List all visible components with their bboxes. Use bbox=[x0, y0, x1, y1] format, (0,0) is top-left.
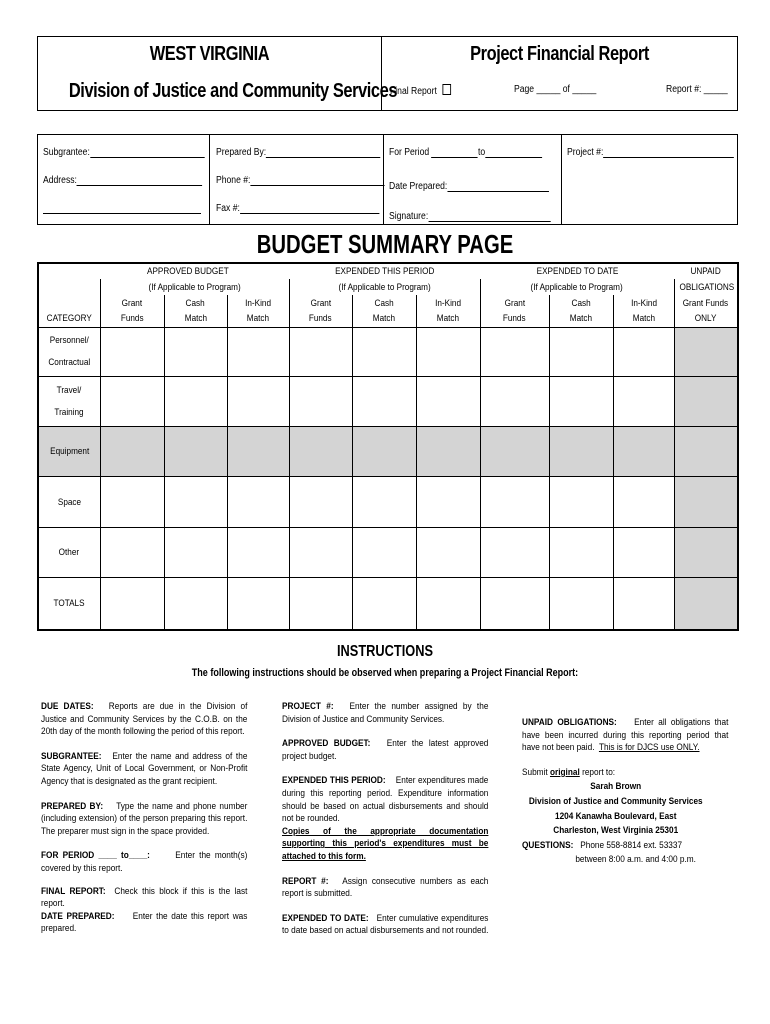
cell[interactable] bbox=[480, 528, 549, 578]
final-report-checkbox[interactable] bbox=[443, 84, 452, 95]
col-cash-3: Cash bbox=[571, 297, 591, 309]
page-of-label: Page _____ of _____ bbox=[514, 84, 597, 95]
questions-instr: QUESTIONS: Phone 558-8814 ext. 53337 bbox=[522, 839, 683, 851]
cell[interactable] bbox=[613, 528, 674, 578]
cell[interactable] bbox=[227, 578, 289, 630]
row-label-travel: Travel/ Training bbox=[54, 384, 84, 418]
cell[interactable] bbox=[549, 528, 613, 578]
cell[interactable] bbox=[416, 376, 480, 426]
expended-date-header: EXPENDED TO DATE bbox=[536, 266, 618, 278]
unpaid-header-2: OBLIGATIONS bbox=[679, 281, 734, 293]
prepared-by-instr: PREPARED BY: Type the name and phone number (including extension) of the person preparing this report. The preparer must sign in the space provided. bbox=[41, 800, 248, 837]
cell[interactable] bbox=[289, 578, 352, 630]
col-match-6: Match bbox=[632, 313, 655, 325]
col-grant-3: Grant bbox=[504, 297, 525, 309]
unpaid-header-4: ONLY bbox=[694, 313, 717, 325]
approved-budget-instr: APPROVED BUDGET: Enter the latest approved project budget. bbox=[282, 738, 489, 762]
cell[interactable] bbox=[289, 327, 352, 376]
row-totals bbox=[38, 578, 738, 630]
cell[interactable] bbox=[352, 578, 416, 630]
col-inkind-1: In-Kind bbox=[245, 297, 271, 309]
report-number-label: Report #: _____ bbox=[666, 84, 728, 95]
cell[interactable] bbox=[227, 477, 289, 528]
cell[interactable] bbox=[100, 376, 164, 426]
cell[interactable] bbox=[164, 528, 227, 578]
subgrantee-instr: SUBGRANTEE: Enter the name and address of the State Agency, Unit of Local Government, or Non-Profit Agency that is designated as the grant recipient. bbox=[41, 750, 248, 787]
signature-field[interactable]: Signature: bbox=[389, 211, 550, 222]
cell[interactable] bbox=[164, 376, 227, 426]
final-report-label: Final Report bbox=[390, 84, 451, 97]
cell-shaded bbox=[674, 376, 738, 426]
cell[interactable] bbox=[100, 528, 164, 578]
if-applicable-3: (If Applicable to Program) bbox=[530, 281, 624, 293]
fax-field[interactable]: Fax #: bbox=[216, 203, 379, 214]
col-grant-1: Grant bbox=[121, 297, 143, 309]
col-grant-2: Grant bbox=[310, 297, 331, 309]
cell[interactable] bbox=[352, 376, 416, 426]
col-match-2: Match bbox=[246, 313, 270, 325]
cell[interactable] bbox=[480, 477, 549, 528]
cell[interactable] bbox=[164, 578, 227, 630]
cell[interactable] bbox=[289, 376, 352, 426]
row-label-totals: TOTALS bbox=[53, 598, 85, 610]
col-funds-1: Funds bbox=[120, 313, 144, 325]
cell[interactable] bbox=[549, 376, 613, 426]
cell[interactable] bbox=[613, 578, 674, 630]
questions-hours: between 8:00 a.m. and 4:00 p.m. bbox=[575, 854, 696, 866]
cell[interactable] bbox=[549, 477, 613, 528]
cell[interactable] bbox=[289, 528, 352, 578]
cell[interactable] bbox=[352, 477, 416, 528]
col-match-1: Match bbox=[184, 313, 207, 325]
cell-shaded bbox=[674, 578, 738, 630]
due-dates-instr: DUE DATES: Reports are due in the Division of Justice and Community Services by the C.O.B. on the 20th day of the month following the period of this report. bbox=[41, 701, 248, 738]
for-period-field[interactable]: For Period to bbox=[389, 147, 542, 158]
address-line-2[interactable] bbox=[43, 213, 201, 214]
row-label-other: Other bbox=[59, 547, 80, 559]
cell-shaded bbox=[674, 528, 738, 578]
row-space bbox=[38, 477, 738, 528]
cell[interactable] bbox=[480, 578, 549, 630]
cell[interactable] bbox=[416, 528, 480, 578]
address-street: 1204 Kanawha Boulevard, East bbox=[554, 810, 677, 822]
budget-summary-title: BUDGET SUMMARY PAGE bbox=[256, 229, 514, 259]
submit-instr: Submit original report to: bbox=[522, 766, 616, 778]
instructions-col-3 bbox=[522, 717, 728, 867]
date-prepared-field[interactable]: Date Prepared: bbox=[389, 181, 549, 192]
project-number-field[interactable]: Project #: bbox=[567, 147, 734, 158]
cell[interactable] bbox=[289, 477, 352, 528]
cell[interactable] bbox=[227, 528, 289, 578]
instructions-subtitle: The following instructions should be observed when preparing a Project Financial Report: bbox=[191, 667, 579, 679]
col-funds-2: Funds bbox=[309, 313, 332, 325]
cell[interactable] bbox=[164, 327, 227, 376]
expended-period-instr: EXPENDED THIS PERIOD: Enter expenditures made during this reporting period. Expenditure information should be based on actual disbursements and should not be rounded. Copies of the appropriate documentation supporting this period's expenditures must be attached to this form. bbox=[282, 775, 489, 862]
info-box bbox=[37, 134, 738, 225]
cell[interactable] bbox=[480, 376, 549, 426]
row-other bbox=[38, 528, 738, 578]
col-match-5: Match bbox=[569, 313, 593, 325]
cell[interactable] bbox=[100, 327, 164, 376]
address-field[interactable]: Address: bbox=[43, 175, 203, 186]
row-personnel bbox=[38, 327, 738, 376]
address-block bbox=[522, 781, 709, 837]
col-cash-1: Cash bbox=[185, 297, 206, 309]
cell[interactable] bbox=[549, 578, 613, 630]
state-title: WEST VIRGINIA bbox=[149, 43, 270, 65]
report-number-instr: REPORT #: Assign consecutive numbers as each report is submitted. bbox=[282, 875, 489, 900]
cell[interactable] bbox=[613, 477, 674, 528]
cell[interactable] bbox=[227, 376, 289, 426]
instructions-col-2 bbox=[282, 701, 488, 950]
col-match-4: Match bbox=[436, 313, 460, 325]
row-travel bbox=[38, 376, 738, 426]
cell[interactable] bbox=[352, 327, 416, 376]
project-instr: PROJECT #: Enter the number assigned by the Division of Justice and Community Services. bbox=[282, 701, 489, 725]
cell[interactable] bbox=[613, 376, 674, 426]
row-label-equipment: Equipment bbox=[49, 445, 89, 457]
if-applicable-2: (If Applicable to Program) bbox=[338, 281, 431, 293]
col-cash-2: Cash bbox=[374, 297, 394, 309]
instructions-title: INSTRUCTIONS bbox=[337, 643, 433, 660]
address-city: Charleston, West Virginia 25301 bbox=[553, 825, 679, 837]
address-org: Division of Justice and Community Services bbox=[528, 795, 703, 807]
approved-budget-header: APPROVED BUDGET bbox=[146, 266, 229, 278]
if-applicable-1: (If Applicable to Program) bbox=[148, 281, 241, 293]
category-header: CATEGORY bbox=[46, 313, 92, 325]
col-inkind-2: In-Kind bbox=[435, 297, 461, 309]
unpaid-header-3: Grant Funds bbox=[683, 297, 729, 309]
col-match-3: Match bbox=[372, 313, 396, 325]
cell-shaded bbox=[674, 327, 738, 376]
cell[interactable] bbox=[416, 477, 480, 528]
budget-table bbox=[37, 262, 739, 631]
prepared-by-field[interactable]: Prepared By: bbox=[216, 147, 381, 158]
address-name: Sarah Brown bbox=[590, 781, 642, 793]
col-funds-3: Funds bbox=[503, 313, 526, 325]
row-label-space: Space bbox=[57, 496, 81, 508]
division-title: Division of Justice and Community Services bbox=[68, 80, 398, 102]
cell[interactable] bbox=[416, 327, 480, 376]
subgrantee-field[interactable]: Subgrantee: bbox=[43, 147, 204, 158]
cell-shaded bbox=[674, 477, 738, 528]
final-date-instr: FINAL REPORT: Check this block if this is the last report. DATE PREPARED: Enter the date this report was prepared. bbox=[41, 885, 248, 935]
cell[interactable] bbox=[480, 327, 549, 376]
instructions-col-1 bbox=[41, 701, 247, 948]
cell[interactable] bbox=[416, 578, 480, 630]
cell[interactable] bbox=[100, 578, 164, 630]
row-label-personnel: Personnel/ Contractual bbox=[48, 335, 91, 369]
unpaid-instr: UNPAID OBLIGATIONS: Enter all obligations that have been incurred during this reporting period that have not been paid. This is for DJCS use ONLY. bbox=[522, 717, 729, 754]
expended-date-instr: EXPENDED TO DATE: Enter cumulative expenditures to date based on actual disbursements and not rounded. bbox=[282, 912, 489, 937]
phone-field[interactable]: Phone #: bbox=[216, 175, 385, 186]
col-inkind-3: In-Kind bbox=[630, 297, 657, 309]
cell[interactable] bbox=[352, 528, 416, 578]
for-period-instr: FOR PERIOD ____ to____: Enter the month(s) covered by this report. bbox=[41, 850, 248, 874]
cell[interactable] bbox=[549, 327, 613, 376]
header-box bbox=[37, 36, 738, 111]
expended-period-header: EXPENDED THIS PERIOD bbox=[334, 266, 435, 278]
report-title: Project Financial Report bbox=[470, 43, 649, 65]
cell[interactable] bbox=[613, 327, 674, 376]
row-equipment bbox=[38, 426, 738, 476]
cell[interactable] bbox=[164, 477, 227, 528]
cell[interactable] bbox=[227, 327, 289, 376]
cell[interactable] bbox=[100, 477, 164, 528]
unpaid-header-1: UNPAID bbox=[674, 263, 738, 279]
